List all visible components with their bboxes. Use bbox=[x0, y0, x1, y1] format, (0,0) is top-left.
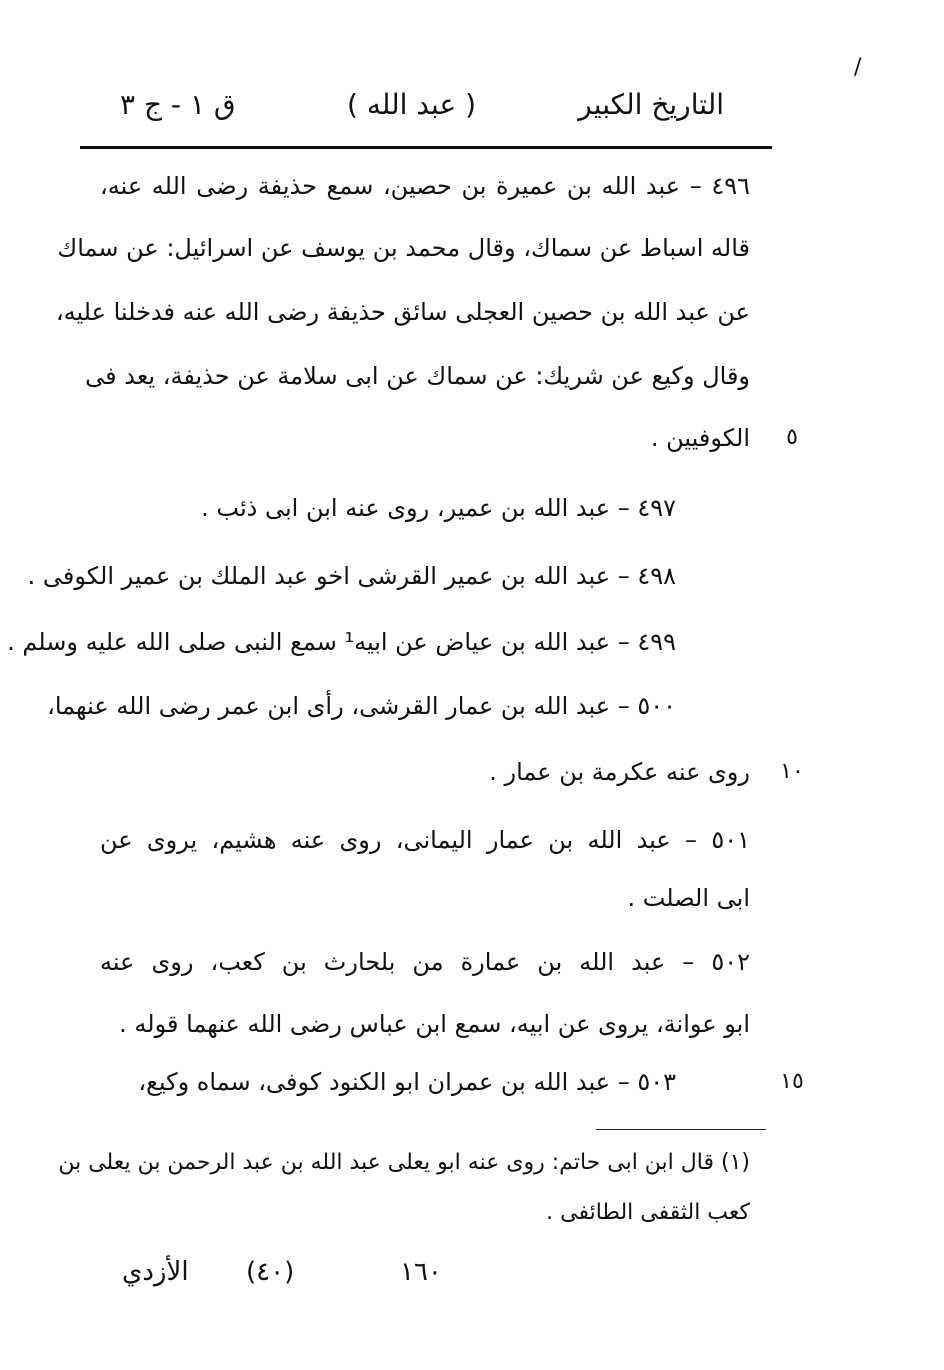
body-line-8: ٤٩٩ – عبد الله بن عياض عن ابيه¹ سمع النبى صلى الله عليه وسلم . bbox=[7, 628, 676, 656]
body-line-12: ابى الصلت . bbox=[627, 884, 750, 912]
body-line-4: وقال وكيع عن شريك: عن سماك عن ابى سلامة عن حذيفة، يعد فى bbox=[85, 362, 750, 390]
body-line-6: ٤٩٧ – عبد الله بن عمير، روى عنه ابن ابى ذئب . bbox=[201, 494, 676, 522]
line-number-10: ١٠ bbox=[780, 759, 804, 784]
body-line-5: الكوفيين . bbox=[650, 424, 750, 452]
body-line-15: ٥٠٣ – عبد الله بن عمران ابو الكنود كوفى، سماه وكيع، bbox=[138, 1068, 676, 1096]
body-line-11: ٥٠١ – عبد الله بن عمار اليمانى، روى عنه هشيم، يروى عن bbox=[100, 826, 750, 854]
running-header-book-title: التاريخ الكبير bbox=[578, 88, 724, 121]
footnote-rule bbox=[596, 1129, 766, 1130]
running-header-section: ( عبد الله ) bbox=[347, 88, 476, 121]
header-rule bbox=[80, 146, 772, 149]
body-line-14: ابو عوانة، يروى عن ابيه، سمع ابن عباس رضى الله عنهما قوله . bbox=[119, 1010, 750, 1038]
line-number-15: ١٥ bbox=[780, 1069, 804, 1094]
body-line-10: روى عنه عكرمة بن عمار . bbox=[489, 758, 750, 786]
footnote-line-1: (١) قال ابن ابى حاتم: روى عنه ابو يعلى عبد الله بن عبد الرحمن بن يعلى بن bbox=[58, 1150, 750, 1175]
body-line-3: عن عبد الله بن حصين العجلى سائق حذيفة رضى الله عنه فدخلنا عليه، bbox=[55, 298, 750, 326]
printer-name: الأزدي bbox=[122, 1257, 189, 1287]
body-line-7: ٤٩٨ – عبد الله بن عمير القرشى اخو عبد الملك بن عمير الكوفى . bbox=[27, 562, 676, 590]
footnote-line-2: كعب الثقفى الطائفى . bbox=[546, 1200, 750, 1225]
body-line-9: ٥٠٠ – عبد الله بن عمار القرشى، رأى ابن عمر رضى الله عنهما، bbox=[47, 692, 676, 720]
signature-mark: (٤٠) bbox=[246, 1257, 295, 1287]
body-line-2: قاله اسباط عن سماك، وقال محمد بن يوسف عن اسرائيل: عن سماك bbox=[57, 234, 750, 262]
body-line-1: ٤٩٦ – عبد الله بن عميرة بن حصين، سمع حذيفة رضى الله عنه، bbox=[100, 172, 750, 200]
line-number-5: ٥ bbox=[786, 425, 798, 450]
corner-mark: / bbox=[854, 55, 862, 80]
body-line-13: ٥٠٢ – عبد الله بن عمارة من بلحارث بن كعب، روى عنه bbox=[100, 948, 750, 976]
running-header-volume: ق ١ - ج ٣ bbox=[120, 88, 236, 121]
page-number: ١٦٠ bbox=[400, 1257, 442, 1287]
